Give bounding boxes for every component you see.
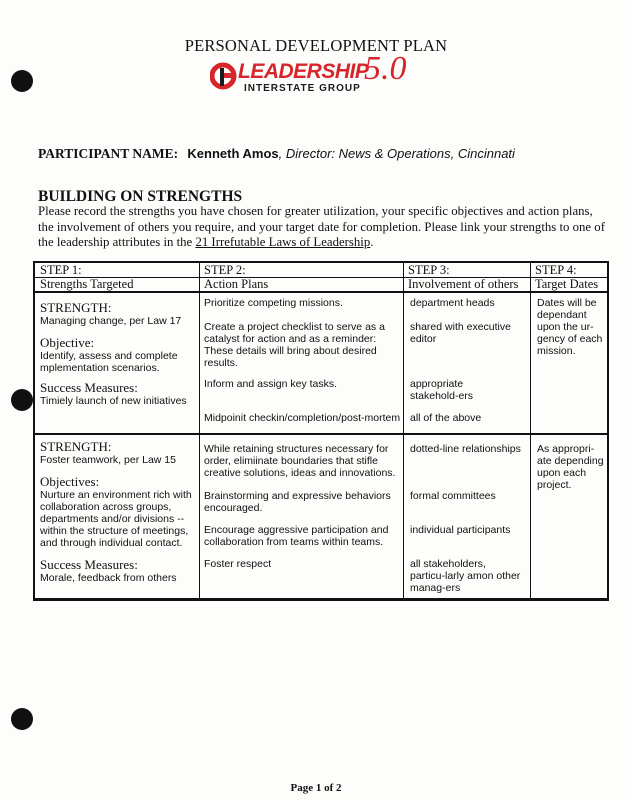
strength-label: STRENGTH: — [40, 439, 112, 454]
header-involvement: Involvement of others — [408, 277, 519, 291]
strength-label: STRENGTH: — [40, 300, 112, 315]
row2-involvement-3: individual participants — [410, 524, 511, 536]
row2-action-2: Brainstorming and expressive behaviors encouraged. — [204, 490, 391, 514]
row1-involvement-1: department heads — [410, 297, 495, 309]
section-title: BUILDING ON STRENGTHS — [38, 188, 243, 205]
objective-text: Identify, assess and complete mplementation scenarios. — [40, 350, 178, 374]
binder-hole-middle — [11, 389, 33, 411]
instructions-text: Please record the strengths you have chosen for greater utilization, your specific objectives and action plans, the involvement of others you require, and your target date for completion. Please link your strengths to one of the leadership attributes in the — [38, 204, 605, 249]
page-number: Page 1 of 2 — [290, 782, 342, 794]
row1-involvement-3: appropriate stakehold-ers — [410, 378, 474, 402]
strength-text: Managing change, per Law 17 — [40, 315, 182, 327]
participant-name: Kenneth Amos — [187, 146, 279, 161]
row2-action-4: Foster respect — [204, 558, 272, 570]
binder-hole-top — [11, 70, 33, 92]
measures-text: Timiely launch of new initiatives — [40, 395, 187, 407]
objective-label: Objective: — [40, 335, 95, 350]
plan-table — [33, 261, 609, 601]
header-action-plans: Action Plans — [204, 277, 269, 291]
strength-text: Foster teamwork, per Law 15 — [40, 454, 176, 466]
objective-label: Objectives: — [40, 474, 100, 489]
row1-target-date: Dates will be dependant upon the ur-gency of each mission. — [537, 297, 603, 357]
row1-action-1: Prioritize competing missions. — [204, 297, 343, 309]
row1-action-2: Create a project checklist to serve as a catalyst for action and as a reminder: These details will bring about desired results. — [204, 321, 385, 369]
objective-text: Nurture an environment rich with collaboration across groups, departments and/or divisions -- within the structure of meetings, and through individual contact. — [40, 489, 192, 549]
instructions — [38, 204, 608, 251]
step-4-label: STEP 4: — [535, 263, 577, 277]
row2-strength-cell — [40, 440, 196, 584]
logo-version: 5.0 — [364, 50, 407, 87]
row2-action-1: While retaining structures necessary for order, elimiinate boundaries that stifle creative solutions, ideas and innovations. — [204, 443, 396, 479]
step-2-label: STEP 2: — [204, 263, 246, 277]
row1-involvement-4: all of the above — [410, 412, 482, 424]
row1-strength-cell — [40, 301, 196, 407]
row2-target-date: As appropri-ate depending upon each project. — [537, 443, 604, 491]
row2-involvement-4: all stakeholders, particu-larly amon other manag-ers — [410, 558, 521, 594]
step-3-label: STEP 3: — [408, 263, 450, 277]
header-target-dates: Target Dates — [535, 277, 599, 291]
step-1-label: STEP 1: — [40, 263, 82, 277]
instructions-end: . — [370, 235, 374, 249]
laws-link: 21 Irrefutable Laws of Leadership — [195, 235, 371, 249]
participant-role: Director: News & Operations, Cincinnati — [285, 146, 515, 161]
binder-hole-bottom — [11, 708, 33, 730]
header-strengths: Strengths Targeted — [40, 277, 134, 291]
participant-line: PARTICIPANT NAME: Kenneth Amos, Director: News & Operations, Cincinnati — [38, 146, 515, 161]
row2-involvement-1: dotted-line relationships — [410, 443, 521, 455]
measures-label: Success Measures: — [40, 380, 138, 395]
row2-action-3: Encourage aggressive participation and collaboration from teams within teams. — [204, 524, 389, 548]
row1-action-4: Midpoinit checkin/completion/post-mortem — [204, 412, 401, 424]
leadership-logo — [210, 50, 430, 100]
measures-text: Morale, feedback from others — [40, 572, 177, 584]
row1-involvement-2: shared with executive editor — [410, 321, 511, 345]
logo-text: LEADERSHIP — [238, 60, 369, 83]
logo-subtitle: INTERSTATE GROUP — [244, 83, 361, 94]
page-title: PERSONAL DEVELOPMENT PLAN — [184, 36, 448, 55]
measures-label: Success Measures: — [40, 557, 138, 572]
participant-label: PARTICIPANT NAME: — [38, 146, 179, 161]
row1-action-3: Inform and assign key tasks. — [204, 378, 338, 390]
row2-involvement-2: formal committees — [410, 490, 496, 502]
